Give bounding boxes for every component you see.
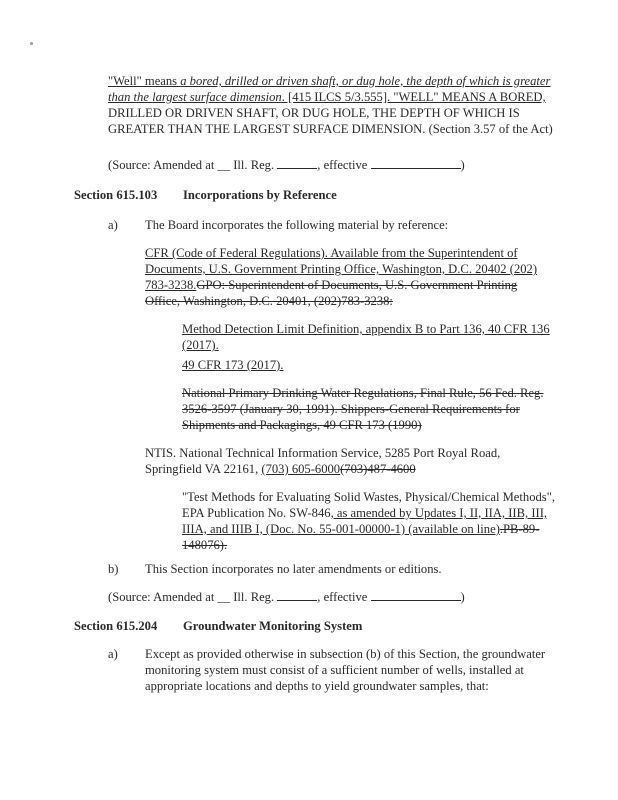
section-204-a-line-3: appropriate locations and depths to yield groundwater samples, that:	[145, 679, 489, 693]
cfr-line-1: CFR (Code of Federal Regulations). Available from the Superintendent of	[145, 246, 518, 260]
ntis-line-1: NTIS. National Technical Information Service, 5285 Port Royal Road,	[145, 446, 501, 460]
cfr-173-line: 49 CFR 173 (2017).	[182, 358, 284, 372]
section-103-number: Section 615.103	[74, 188, 158, 202]
npdwr-line-2: 3526-3597 (January 30, 1991). Shippers-General Requirements for	[182, 402, 520, 416]
section-204-a-label: a)	[108, 647, 118, 661]
section-103-b-label: b)	[108, 562, 119, 576]
definition-italic-1: a bored, drilled or driven shaft, or dug hole, the depth of which is greater	[180, 74, 551, 88]
section-204-a-line-2: monitoring system must consist of a sufficient number of wells, installed at	[145, 663, 524, 677]
section-204-number: Section 615.204	[74, 619, 158, 633]
npdwr-line-3: Shipments and Packagings, 49 CFR 173 (1990)	[182, 418, 422, 432]
blank-field	[371, 158, 461, 169]
cfr-line-4: Office, Washington, D.C. 20401, (202)783-3238:	[145, 294, 393, 308]
cfr-line-3: 783-3238.GPO: Superintendent of Documents, U.S. Government Printing	[145, 278, 518, 292]
section-204-title: Groundwater Monitoring System	[183, 619, 363, 633]
definition-line-2	[108, 90, 546, 105]
blank-field	[277, 590, 317, 601]
scan-speck	[30, 42, 33, 45]
ntis-line-2: Springfield VA 22161, (703) 605-6000(703)487-4600	[145, 462, 416, 476]
section-204-a-line-1: Except as provided otherwise in subsection (b) of this Section, the groundwater	[145, 647, 546, 661]
definition-citation: . [415 ILCS 5/3.555]. "WELL" MEANS A BORED,	[281, 90, 546, 104]
source-note-1: (Source: Amended at __ Ill. Reg. , effective )	[108, 158, 465, 172]
definition-line-1	[108, 74, 550, 89]
definition-line-4: GREATER THAN THE LARGEST SURFACE DIMENSION. (Section 3.57 of the Act)	[108, 122, 553, 136]
sw846-line-1: "Test Methods for Evaluating Solid Wastes, Physical/Chemical Methods",	[182, 490, 555, 504]
definition-term: "Well" means	[108, 74, 181, 88]
mdl-line-2: (2017).	[182, 338, 219, 352]
source-note-2: (Source: Amended at __ Ill. Reg. , effective )	[108, 590, 465, 604]
sw846-line-3: IIIA, and IIIB I, (Doc. No. 55-001-00000-1) (available on line).PB-89-	[182, 522, 540, 536]
blank-field	[277, 158, 317, 169]
section-103-b-text: This Section incorporates no later amendments or editions.	[145, 562, 442, 576]
blank-field	[371, 590, 461, 601]
section-103-title: Incorporations by Reference	[183, 188, 337, 202]
section-103-a-text: The Board incorporates the following material by reference:	[145, 218, 449, 232]
sw846-line-4: 148076).	[182, 538, 228, 552]
sw846-line-2: EPA Publication No. SW-846, as amended by Updates I, II, IIA, IIB, III,	[182, 506, 548, 520]
section-103-a-label: a)	[108, 218, 118, 232]
definition-italic-2: than the largest surface dimension	[108, 90, 282, 104]
npdwr-line-1: National Primary Drinking Water Regulations, Final Rule, 56 Fed. Reg.	[182, 386, 544, 400]
mdl-line-1: Method Detection Limit Definition, appendix B to Part 136, 40 CFR 136	[182, 322, 550, 336]
cfr-line-2: Documents, U.S. Government Printing Office, Washington, D.C. 20402 (202)	[145, 262, 538, 276]
definition-line-3: DRILLED OR DRIVEN SHAFT, OR DUG HOLE, THE DEPTH OF WHICH IS	[108, 106, 520, 120]
